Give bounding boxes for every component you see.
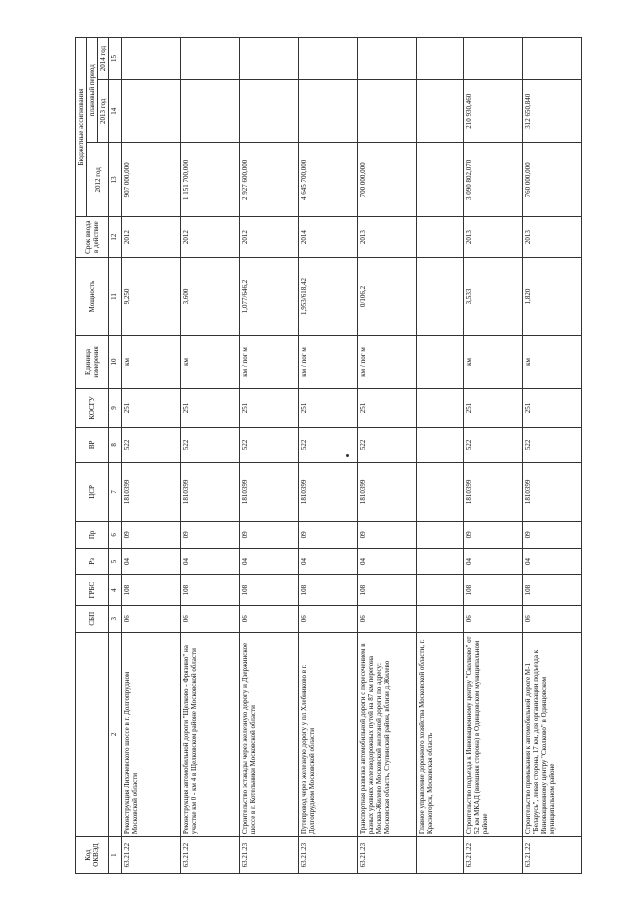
group-empty-cell — [417, 548, 464, 575]
budget-table — [75, 37, 582, 874]
capacity-cell: 1,820 — [523, 258, 582, 336]
column-numbers-row — [109, 38, 122, 874]
okved-cell: 63.21.23 — [358, 837, 417, 874]
group-empty-cell — [417, 605, 464, 632]
column-number: 1 — [109, 837, 122, 874]
vr-cell: 522 — [299, 427, 358, 462]
budget-2012-cell: 1 151 700,000 — [181, 143, 240, 217]
name-cell: Транспортная развязка автомобильной дороги с пересечением в разных уровнях железнодорожных путей на 87 км перегона Москва-Жилево Московской железной дороги по адресу: Московская область, Ступинский район, вблизи д.Жилево — [358, 632, 417, 837]
rz-cell: 04 — [464, 548, 523, 575]
budget-2013-cell — [122, 80, 181, 143]
vr-cell: 522 — [464, 427, 523, 462]
budget-2014-cell — [464, 38, 523, 80]
column-number: 6 — [109, 522, 122, 549]
header-pr: Пр — [76, 522, 109, 549]
grbs-cell: 108 — [181, 575, 240, 606]
rz-cell: 04 — [240, 548, 299, 575]
budget-2014-cell — [358, 38, 417, 80]
vr-cell: 522 — [181, 427, 240, 462]
group-empty-cell — [417, 575, 464, 606]
column-number: 13 — [109, 143, 122, 217]
budget-2014-cell — [181, 38, 240, 80]
capacity-cell: 1,077/646,2 — [240, 258, 299, 336]
okved-cell: 63.21.22 — [523, 837, 582, 874]
table-row — [523, 38, 582, 874]
okved-cell: 63.21.23 — [240, 837, 299, 874]
pr-cell: 09 — [523, 522, 582, 549]
sbp-cell: 06 — [181, 605, 240, 632]
column-number: 7 — [109, 462, 122, 521]
budget-2013-cell: 210 930,460 — [464, 80, 523, 143]
kosgu-cell: 251 — [122, 389, 181, 428]
header-2013: 2013 год — [98, 80, 109, 143]
csr-cell: 1810399 — [358, 462, 417, 521]
header-term: Срок ввода в действие — [76, 217, 109, 258]
table-row — [464, 38, 523, 874]
header-csr: ЦСР — [76, 462, 109, 521]
budget-2013-cell — [181, 80, 240, 143]
rz-cell: 04 — [358, 548, 417, 575]
term-cell: 2012 — [181, 217, 240, 258]
kosgu-cell: 251 — [181, 389, 240, 428]
budget-2014-cell — [240, 38, 299, 80]
capacity-cell: 9,250 — [122, 258, 181, 336]
kosgu-cell: 251 — [240, 389, 299, 428]
okved-cell: 63.21.22 — [122, 837, 181, 874]
csr-cell: 1810399 — [523, 462, 582, 521]
column-number: 2 — [109, 632, 122, 837]
rz-cell: 04 — [299, 548, 358, 575]
group-empty-cell — [417, 335, 464, 388]
budget-2012-cell: 3 090 802,070 — [464, 143, 523, 217]
budget-2012-cell: 907 000,000 — [122, 143, 181, 217]
vr-cell: 522 — [523, 427, 582, 462]
csr-cell: 1810399 — [299, 462, 358, 521]
term-cell: 2014 — [299, 217, 358, 258]
header-planned: плановый период — [87, 38, 98, 144]
budget-2013-cell — [358, 80, 417, 143]
column-number: 12 — [109, 217, 122, 258]
table-row — [181, 38, 240, 874]
scan-mark — [346, 454, 349, 457]
kosgu-cell: 251 — [299, 389, 358, 428]
kosgu-cell: 251 — [464, 389, 523, 428]
grbs-cell: 108 — [523, 575, 582, 606]
term-cell: 2013 — [358, 217, 417, 258]
group-empty-cell — [417, 462, 464, 521]
header-2012: 2012 год — [87, 143, 109, 217]
column-number: 10 — [109, 335, 122, 388]
sbp-cell: 06 — [358, 605, 417, 632]
name-cell: Строительство примыкания к автомобильной дороге М-1 "Беларусь", левая сторона, 17 км, для организации подъезда к Инновационному центру "Сколково" в Одинцовском муниципальном районе — [523, 632, 582, 837]
header-sbp: СБП — [76, 605, 109, 632]
table-row — [122, 38, 181, 874]
unit-cell: км — [464, 335, 523, 388]
grbs-cell: 108 — [299, 575, 358, 606]
header-okved: Код ОКВЭД — [76, 837, 109, 874]
budget-2013-cell — [240, 80, 299, 143]
name-cell: Путепровод через железную дорогу у пл Хлебниково в г. Долгопрудном Московской области — [299, 632, 358, 837]
header-2014: 2014 год — [98, 38, 109, 80]
unit-cell: км / пог м — [358, 335, 417, 388]
vr-cell: 522 — [240, 427, 299, 462]
group-empty-cell — [417, 217, 464, 258]
column-number: 15 — [109, 38, 122, 80]
kosgu-cell: 251 — [523, 389, 582, 428]
header-grbs: ГРБС — [76, 575, 109, 606]
budget-2014-cell — [299, 38, 358, 80]
pr-cell: 09 — [299, 522, 358, 549]
pr-cell: 09 — [181, 522, 240, 549]
unit-cell: км — [523, 335, 582, 388]
budget-2013-cell: 312 650,840 — [523, 80, 582, 143]
budget-2012-cell: 2 927 600,000 — [240, 143, 299, 217]
csr-cell: 1810399 — [464, 462, 523, 521]
name-cell: Реконструкция автомобильной дороги "Щелково - Фрязино" на участке км 0 - км 4 в Щелковском районе Московской области — [181, 632, 240, 837]
column-number: 11 — [109, 258, 122, 336]
header-capacity: Мощность — [76, 258, 109, 336]
column-number: 14 — [109, 80, 122, 143]
pr-cell: 09 — [464, 522, 523, 549]
okved-cell: 63.21.23 — [299, 837, 358, 874]
table-body — [122, 38, 582, 874]
okved-cell: 63.21.22 — [181, 837, 240, 874]
group-empty-cell — [417, 522, 464, 549]
csr-cell: 1810399 — [181, 462, 240, 521]
budget-2012-cell: 700 000,000 — [358, 143, 417, 217]
column-number: 8 — [109, 427, 122, 462]
term-cell: 2012 — [240, 217, 299, 258]
group-row — [417, 38, 464, 874]
sbp-cell: 06 — [464, 605, 523, 632]
group-empty-cell — [417, 38, 464, 80]
vr-cell: 522 — [122, 427, 181, 462]
term-cell: 2013 — [523, 217, 582, 258]
rz-cell: 04 — [523, 548, 582, 575]
grbs-cell: 108 — [464, 575, 523, 606]
budget-2013-cell — [299, 80, 358, 143]
name-cell: Строительство эстакады через железную дорогу и Дзержинское шоссе в г. Котельники Московской области — [240, 632, 299, 837]
header-budget: Бюджетные ассигнования — [76, 38, 87, 217]
group-okved-cell — [417, 837, 464, 874]
csr-cell: 1810399 — [240, 462, 299, 521]
sbp-cell: 06 — [299, 605, 358, 632]
unit-cell: км / пог м — [299, 335, 358, 388]
header-vr: ВР — [76, 427, 109, 462]
group-empty-cell — [417, 258, 464, 336]
kosgu-cell: 251 — [358, 389, 417, 428]
rz-cell: 04 — [122, 548, 181, 575]
grbs-cell: 108 — [122, 575, 181, 606]
budget-2014-cell — [122, 38, 181, 80]
column-number: 9 — [109, 389, 122, 428]
column-number: 5 — [109, 548, 122, 575]
unit-cell: км — [122, 335, 181, 388]
pr-cell: 09 — [358, 522, 417, 549]
vr-cell: 522 — [358, 427, 417, 462]
group-empty-cell — [417, 143, 464, 217]
unit-cell: км — [181, 335, 240, 388]
column-number: 4 — [109, 575, 122, 606]
column-number: 3 — [109, 605, 122, 632]
table-row — [358, 38, 417, 874]
capacity-cell: 1,953/618,42 — [299, 258, 358, 336]
sbp-cell: 06 — [122, 605, 181, 632]
group-name-cell: Главное управление дорожного хозяйства Московской области, г. Красногорск, Московская область — [417, 632, 464, 837]
budget-2014-cell — [523, 38, 582, 80]
pr-cell: 09 — [240, 522, 299, 549]
budget-2012-cell: 4 645 700,000 — [299, 143, 358, 217]
header-name — [76, 632, 109, 837]
rz-cell: 04 — [181, 548, 240, 575]
okved-cell: 63.21.22 — [464, 837, 523, 874]
capacity-cell: 3,600 — [181, 258, 240, 336]
pr-cell: 09 — [122, 522, 181, 549]
capacity-cell: 0/106,2 — [358, 258, 417, 336]
term-cell: 2013 — [464, 217, 523, 258]
group-empty-cell — [417, 427, 464, 462]
grbs-cell: 108 — [240, 575, 299, 606]
name-cell: Реконструкция Лихачевского шоссе в г. Долгопрудном Московской области — [122, 632, 181, 837]
name-cell: Строительство подъезда к Инновационному центру "Сколково" от 52 км МКАД (внешняя сторона) в Одинцовском муниципальном районе — [464, 632, 523, 837]
group-empty-cell — [417, 389, 464, 428]
budget-2012-cell: 760 000,000 — [523, 143, 582, 217]
header-unit: Единица измерения — [76, 335, 109, 388]
header-rz: Рз — [76, 548, 109, 575]
grbs-cell: 108 — [358, 575, 417, 606]
table-row — [240, 38, 299, 874]
csr-cell: 1810399 — [122, 462, 181, 521]
sbp-cell: 06 — [523, 605, 582, 632]
capacity-cell: 3,533 — [464, 258, 523, 336]
group-empty-cell — [417, 80, 464, 143]
header-kosgu: КОСГУ — [76, 389, 109, 428]
sbp-cell: 06 — [240, 605, 299, 632]
term-cell: 2012 — [122, 217, 181, 258]
unit-cell: км / пог м — [240, 335, 299, 388]
